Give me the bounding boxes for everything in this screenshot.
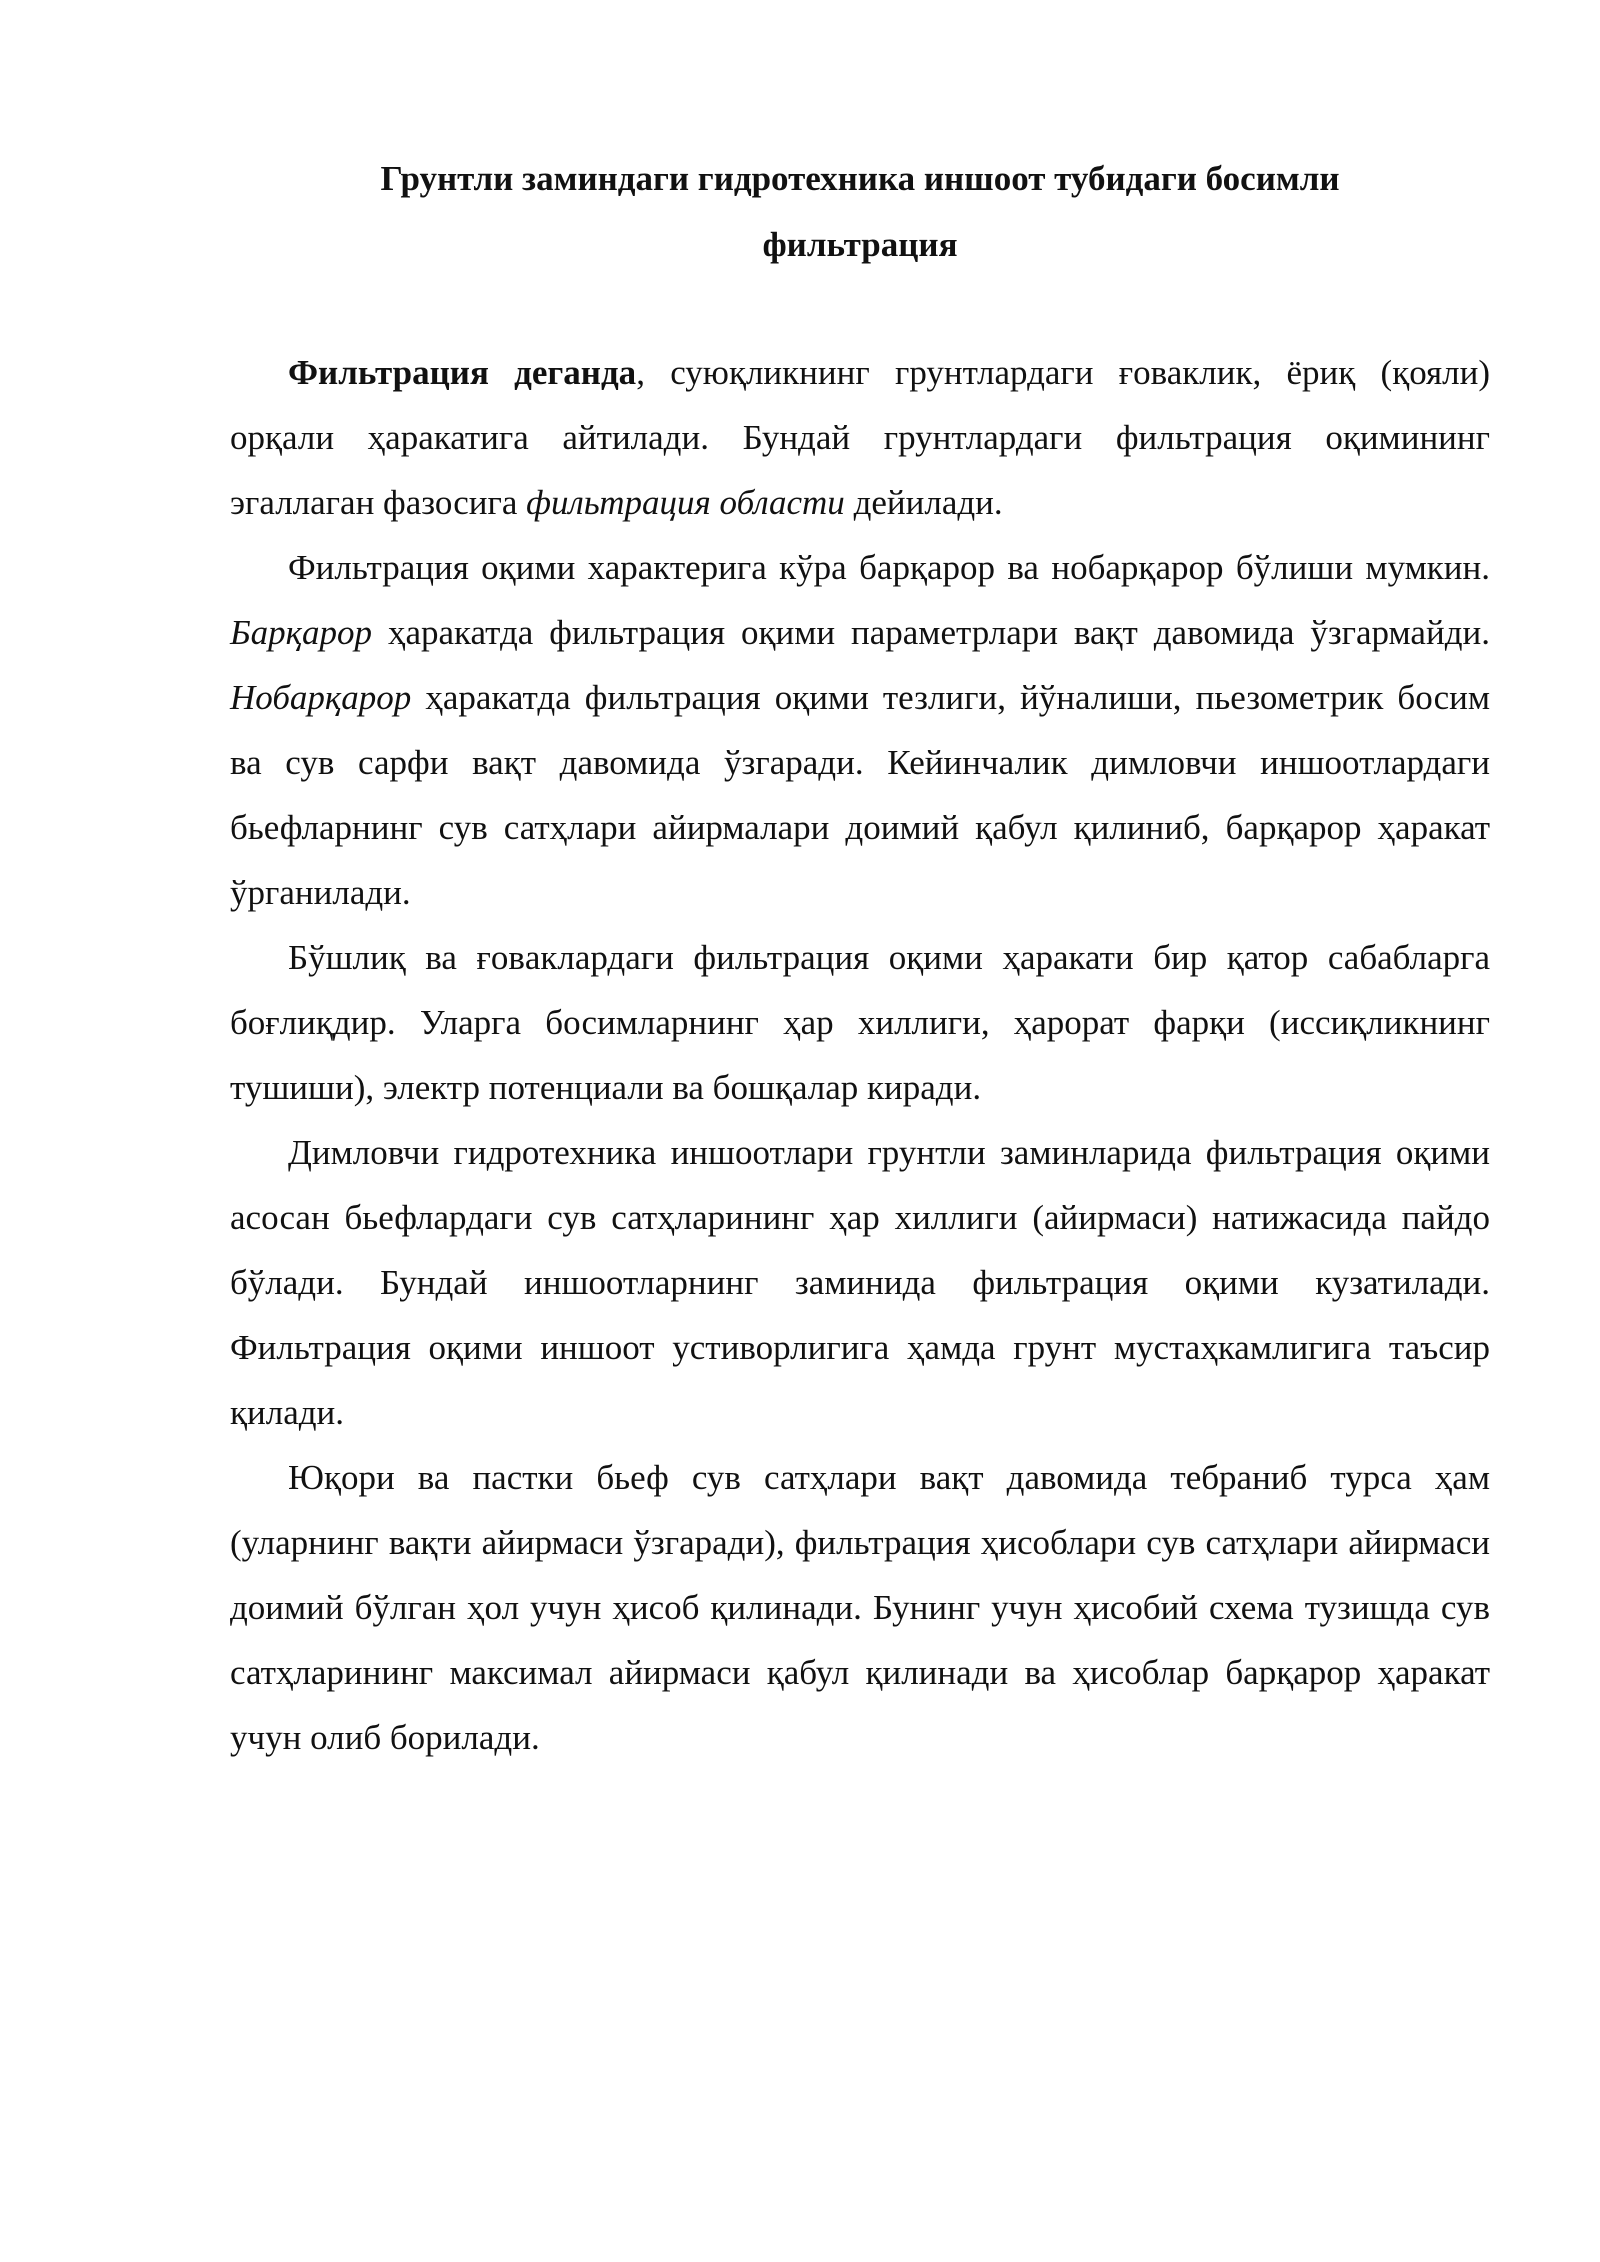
italic-term: фильтрация области: [526, 483, 845, 522]
document-body: [230, 340, 1490, 1770]
paragraph-1: [230, 340, 1490, 535]
paragraph-text: ҳаракатда фильтрация оқими тезлиги, йўналиши, пьезометрик босим ва сув сарфи вақт давомида ўзгаради. Кейинчалик димловчи иншоотлардаги бьефларнинг сув сатҳлари айирмалари доимий қабул қилиниб, барқарор ҳаракат ўрганилади.: [230, 678, 1490, 912]
paragraph-text: , суюқликнинг грунтлардаги ғоваклик, ёриқ (қояли) орқали ҳаракатига айтилади. Бундай грунтлардаги фильтрация оқимининг эгаллаган фазосига: [230, 353, 1490, 522]
paragraph-text: Фильтрация оқими характерига кўра барқарор ва нобарқарор бўлиши мумкин.: [288, 548, 1490, 587]
italic-term: Нобарқарор: [230, 678, 412, 717]
paragraph-text: ҳаракатда фильтрация оқими параметрлари вақт давомида ўзгармайди.: [372, 613, 1490, 652]
italic-term: Барқарор: [230, 613, 373, 652]
paragraph-2: [230, 535, 1490, 925]
paragraph-3: Бўшлиқ ва ғовaклардаги фильтрация оқими ҳаракати бир қатор сабабларга боғлиқдир. Уларга босимларнинг ҳар хиллиги, ҳарорат фарқи (иссиқликнинг тушиши), электр потенциали ва бошқалар киради.: [230, 938, 1490, 1107]
bold-term: Фильтрация деганда: [288, 353, 637, 392]
document-title: Грунтли заминдаги гидротехника иншоот тубидаги босимли фильтрация: [380, 159, 1340, 264]
paragraph-4: Димловчи гидротехника иншоотлари грунтли заминларида фильтрация оқими асосан бьефлардаги сув сатҳларининг ҳар хиллиги (айирмаси) натижасида пайдо бўлади. Бундай иншоотларнинг заминида фильтрация оқими кузатилади. Фильтрация оқими иншоот устиворлигига ҳамда грунт мустаҳкамлигига таъсир қилади.: [230, 1133, 1490, 1432]
paragraph-text: дейилади.: [844, 483, 1003, 522]
paragraph-5: Юқори ва пастки бьеф сув сатҳлари вақт давомида тебраниб турса ҳам (уларнинг вақти айирмаси ўзгаради), фильтрация ҳисоблари сув сатҳлари айирмаси доимий бўлган ҳол учун ҳисоб қилинади. Бунинг учун ҳисобий схема тузишда сув сатҳларининг максимал айирмаси қабул қилинади ва ҳисоблар барқарор ҳаракат учун олиб борилади.: [230, 1458, 1490, 1757]
